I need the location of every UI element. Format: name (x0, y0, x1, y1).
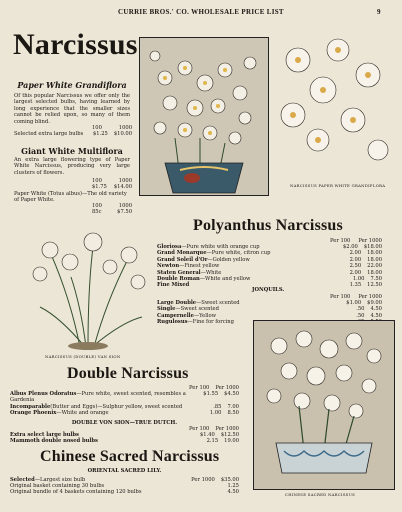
item-prices (207, 438, 239, 444)
col-100: 100 (92, 203, 102, 209)
item-name: Grand Monarque (157, 250, 207, 257)
col-per-100: Per 100 (189, 426, 210, 432)
price-1000: $12.50 (220, 432, 239, 438)
col-1000: 1000 (118, 178, 132, 184)
item-name: Grand Soleil d'Or (157, 256, 208, 263)
paper-white-old-variety: Paper White (Totus albus)—The old variety of Paper White. (14, 191, 127, 204)
price-100: $2.00 (342, 244, 358, 250)
item-name: Selected extra large bulbs (14, 131, 84, 137)
price-1000: 7.00 (227, 403, 239, 410)
price-1000: $9.00 (367, 300, 382, 306)
col-1000: 1000 (118, 203, 132, 209)
paper-white-illustration (139, 37, 269, 196)
price-100: $1.25 (92, 131, 108, 137)
left-image-caption: NARCISSUS (DOUBLE) VAN SION (45, 354, 121, 359)
paper-white-loose-flowers (268, 30, 396, 180)
page-number: 9 (377, 8, 381, 16)
price: $35.00 (220, 477, 239, 483)
price-100: 1.00 (352, 276, 365, 283)
narcissus-title: Narcissus (13, 28, 138, 61)
item-label (10, 438, 98, 444)
item-desc: —Largest size bulb (34, 477, 86, 483)
paper-white-body: Of this popular Narcissus we offer only the largest selected bulbs, having learned by long experience that the smaller sizes cannot be relied upon, so many of them coming blind. (14, 93, 130, 125)
item-name: Extra select large bulbs (10, 432, 79, 438)
right-image-caption: CHINESE SACRED NARCISSUS (285, 492, 355, 497)
col-per-1000: Per 1000 (215, 385, 239, 391)
price-100: $1.75 (92, 184, 107, 190)
price-row (10, 391, 239, 404)
giant-white-prices (92, 184, 132, 190)
col-per-100: Per 100 (189, 385, 210, 391)
item-name: Gloriosa (157, 244, 182, 250)
price-1000: 4.50 (370, 306, 382, 313)
price-1000: 7.50 (370, 276, 382, 283)
item-desc: —Fine for forcing (187, 319, 234, 326)
price-1000: 19.00 (224, 438, 239, 445)
col-100: 100 (92, 125, 102, 131)
giant-white-body: An extra large flowering type of Paper White Narcissus, producing very large clusters of flowers. (14, 157, 130, 176)
item-desc: —Pure white, citron cup (206, 250, 271, 257)
item-desc: —Pure white, sweet scented, resembles a Gardenia (10, 391, 186, 404)
jonquils-heading: JONQUILS. (252, 287, 285, 293)
price-1000: $18.00 (363, 244, 382, 250)
col-per-1000: Per 1000 (215, 426, 239, 432)
item-desc: —Pure white with orange cup (181, 244, 260, 250)
item-prices (203, 391, 239, 404)
item-prices (350, 282, 382, 288)
page-header (0, 8, 402, 20)
item-name: Single (157, 306, 176, 313)
price-100: 2.50 (349, 263, 362, 270)
von-sion-list (10, 432, 239, 445)
chinese-title: Chinese Sacred Narcissus (40, 448, 220, 465)
item-name: Campernelle (157, 312, 194, 319)
item-desc: —Yellow (193, 312, 217, 319)
double-van-sion-illustration (30, 222, 148, 352)
item-name: Orange Phoenix (10, 410, 57, 417)
item-desc: —Sweet scented (196, 300, 240, 306)
price-100: 2.15 (206, 438, 219, 445)
price-1000: 12.50 (367, 282, 382, 289)
price-row (10, 410, 239, 416)
item-name: Large Double (157, 300, 197, 306)
col-100: 100 (92, 178, 102, 184)
paper-white-heading: Paper White Grandiflora (17, 80, 127, 90)
item-desc: —White and orange (56, 410, 109, 417)
col-per-1000: Per 1000 (358, 294, 382, 300)
col-per-100: Per 100 (330, 238, 351, 244)
item-name: Incomparable (10, 403, 51, 410)
top-image-caption: NARCISSUS PAPER WHITE GRANDIFLORA (290, 183, 386, 188)
item-desc: —Sweet scented (175, 306, 219, 313)
price-100: .50 (356, 312, 365, 319)
price-100: 2.00 (349, 256, 362, 263)
item-desc: —Golden yellow (207, 256, 250, 263)
item-name: Rugulosus (157, 319, 188, 326)
price-100: $1.00 (346, 300, 362, 306)
item-name: Albus Plenus Odoratus (10, 391, 77, 397)
item-desc: —White and yellow (199, 276, 251, 283)
polyanthus-title: Polyanthus Narcissus (193, 217, 343, 234)
item-label (10, 410, 109, 416)
price-100: 1.35 (349, 282, 362, 289)
double-title: Double Narcissus (67, 365, 189, 382)
price-100: $1.55 (203, 391, 219, 397)
price-1000: 4.50 (370, 312, 382, 319)
item-label (10, 391, 203, 404)
paper-white-price-row (14, 131, 132, 137)
chinese-row-3 (10, 489, 239, 495)
price-1000: 22.00 (367, 263, 382, 270)
von-sion-heading: DOUBLE VON SION—TRUE DUTCH. (71, 420, 178, 426)
col-1000: 1000 (118, 125, 132, 131)
item-desc: (Butter and Eggs)—Sulphur yellow, sweet scented (50, 403, 183, 410)
item-name: Original bundle of 4 baskets containing 120 bulbs (10, 489, 142, 495)
item-name: Fine Mixed (157, 282, 190, 289)
price-100: $1.40 (199, 432, 215, 438)
chinese-subtitle: ORIENTAL SACRED LILY. (87, 468, 162, 474)
price-1000: 18.00 (367, 256, 382, 263)
price-row (10, 438, 239, 444)
item-name: Selected (10, 477, 35, 483)
col-per-1000: Per 1000 (358, 238, 382, 244)
price-1000: $7.50 (117, 209, 132, 215)
header-title: CURRIE BROS.' CO. WHOLESALE PRICE LIST (118, 8, 284, 16)
col-per-100: Per 100 (330, 294, 351, 300)
item-name: Double Roman (157, 276, 200, 283)
giant-white-heading: Giant White Multiflora (21, 146, 123, 156)
price-100: 1.00 (209, 410, 222, 417)
chinese-sacred-illustration (253, 320, 395, 490)
double-list (10, 391, 239, 417)
item-name: Newton (157, 263, 180, 270)
item-label (157, 282, 189, 288)
price-100: 2.00 (349, 250, 362, 257)
price-100: .85 (213, 403, 222, 410)
price: 4.50 (227, 489, 239, 495)
price: 1.25 (227, 483, 239, 489)
col-per-1000: Per 1000 (191, 477, 215, 483)
price-100: .50 (356, 306, 365, 313)
item-desc: —Finest yellow (179, 263, 220, 270)
price-1000: $14.00 (113, 184, 132, 190)
item-name: Staten General (157, 269, 201, 276)
item-name: Original basket containing 30 bulbs (10, 483, 105, 489)
price-1000: $4.50 (224, 391, 239, 397)
price-1000: 18.00 (367, 269, 382, 276)
price-1000: $10.00 (113, 131, 132, 137)
old-variety-prices (92, 209, 132, 215)
item-label (157, 319, 234, 325)
polyanthus-list (157, 244, 382, 289)
price-1000: 8.50 (227, 410, 239, 417)
item-prices (210, 410, 239, 416)
price-1000: 18.00 (367, 250, 382, 257)
item-desc: —White (200, 269, 222, 276)
item-name: Mammoth double nosed bulbs (10, 438, 98, 445)
price-100: 2.00 (349, 269, 362, 276)
price-100: 85c (92, 209, 102, 215)
